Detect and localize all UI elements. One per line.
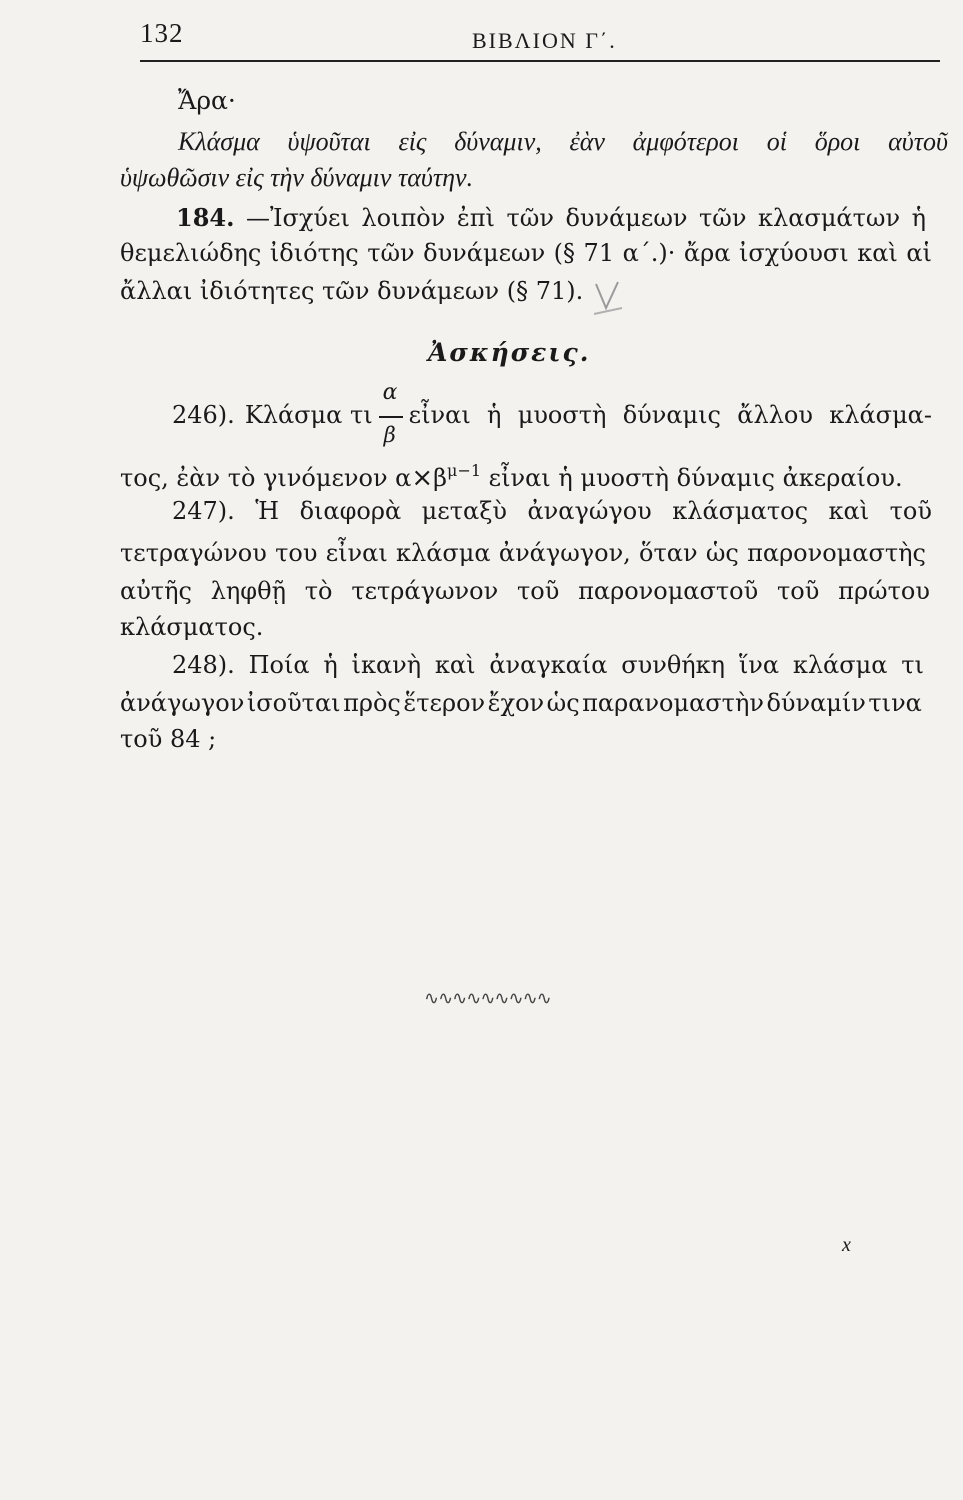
word: τὸ bbox=[304, 577, 333, 605]
word: ἄλλου bbox=[737, 401, 813, 429]
word: ἀνάγωγον, bbox=[498, 539, 631, 567]
word: ὅροι bbox=[814, 127, 861, 156]
word: κλάσμα- bbox=[829, 401, 932, 429]
word: οἱ bbox=[766, 127, 787, 156]
word: ἀναγώγου bbox=[527, 497, 652, 525]
word: αὐτῆς bbox=[120, 577, 192, 605]
word: 71 bbox=[583, 239, 615, 267]
word: ἀμφότεροι bbox=[632, 127, 739, 156]
word: τοῦ bbox=[889, 497, 932, 525]
word: ἀνάγωγον bbox=[120, 689, 245, 717]
word: τινα bbox=[868, 689, 922, 717]
word: κλάσμα bbox=[396, 539, 491, 567]
word: Ἡ bbox=[255, 497, 280, 525]
exercises-heading: Ἀσκήσεις. bbox=[428, 338, 591, 367]
word: ἄρα bbox=[683, 239, 731, 267]
word: κλάσμα bbox=[792, 651, 888, 679]
word: ἡ bbox=[323, 651, 338, 679]
exercise-247-line-2 bbox=[120, 538, 926, 568]
word: ἕτερον bbox=[403, 689, 486, 717]
section-number: 184. bbox=[176, 203, 235, 232]
word: μεταξὺ bbox=[421, 497, 507, 525]
exercise-248-line-1 bbox=[172, 650, 924, 680]
page-header bbox=[140, 14, 940, 62]
word: ἔχον bbox=[487, 689, 545, 717]
word: μυοστὴ bbox=[517, 401, 607, 429]
word: πρὸς bbox=[343, 689, 401, 717]
fraction-alpha-beta: $\frac{\alpha}{\beta}$ bbox=[379, 400, 403, 430]
word: δύναμίν bbox=[766, 689, 866, 717]
word: καὶ bbox=[434, 651, 476, 679]
word: αὐτοῦ bbox=[888, 127, 948, 156]
section-184-line-1: 184. —Ἰσχύει λοιπὸν ἐπὶ τῶν δυνάμεων τῶν κλασμάτων ἡ bbox=[176, 203, 926, 232]
exercise-number: 246). bbox=[172, 401, 235, 429]
exercise-248-line-3: τοῦ 84 ; bbox=[120, 725, 217, 753]
word: ἡ bbox=[487, 401, 502, 429]
exercise-248-line-2 bbox=[120, 688, 922, 718]
theorem-line-1 bbox=[178, 127, 948, 157]
word: παρονομαστοῦ bbox=[578, 577, 759, 605]
word: (§ bbox=[553, 239, 576, 267]
word: του bbox=[275, 539, 318, 567]
word: ὑψοῦται bbox=[287, 127, 371, 156]
word: ὅταν bbox=[639, 539, 698, 567]
word: ἰσοῦται bbox=[246, 689, 341, 717]
word: τοῦ bbox=[516, 577, 560, 605]
word: παρονομαστὴς bbox=[747, 539, 926, 567]
exercise-247-line-4: κλάσματος. bbox=[120, 613, 264, 641]
word: πρώτου bbox=[838, 577, 930, 605]
section-184-line-3: ἄλλαι ἰδιότητες τῶν δυνάμεων (§ 71). bbox=[120, 277, 584, 305]
section-184-line-2 bbox=[120, 238, 932, 268]
exercise-247-line-1 bbox=[172, 496, 932, 526]
page-number: 132 bbox=[140, 18, 184, 48]
word: ἱκανὴ bbox=[351, 651, 422, 679]
word: εἶναι bbox=[408, 401, 471, 429]
word: τετραγώνου bbox=[120, 539, 267, 567]
word: Ποία bbox=[248, 651, 310, 679]
pencil-mark-icon bbox=[592, 278, 628, 318]
word: εἶναι bbox=[325, 539, 388, 567]
multiplication-sign: × bbox=[411, 463, 434, 493]
word: καὶ bbox=[857, 239, 898, 267]
word: ἐὰν bbox=[569, 127, 605, 156]
word: ἰσχύουσι bbox=[738, 239, 849, 267]
word: συνθήκη bbox=[621, 651, 726, 679]
word: 248). bbox=[172, 651, 235, 679]
exercise-246-line-1: 246). Κλάσμα τι $\frac{\alpha}{\beta}$ εἶναι ἡ μυοστὴ δύναμις ἄλλου κλάσμα- bbox=[172, 380, 932, 447]
word: α΄.)· bbox=[622, 239, 676, 267]
word: ἵνα bbox=[738, 651, 780, 679]
word: ληφθῇ bbox=[210, 577, 286, 605]
word: δύναμις bbox=[622, 401, 721, 429]
word: ὡς bbox=[546, 689, 580, 717]
word: παρανομαστὴν bbox=[582, 689, 764, 717]
running-title: ΒΙΒΛΙΟΝ Γ΄. bbox=[472, 28, 617, 53]
exercise-246-line-2: τος, ἐὰν τὸ γινόμενον $\alpha\times\beta^{\mu-1}$ εἶναι ἡ μυοστὴ δύναμις ἀκεραίου. bbox=[120, 461, 903, 493]
word: τῶν bbox=[367, 239, 415, 267]
word: τοῦ bbox=[777, 577, 820, 605]
word: Κλάσμα bbox=[178, 127, 260, 156]
margin-mark: x bbox=[842, 1234, 851, 1256]
word: διαφορὰ bbox=[299, 497, 402, 525]
word: δυνάμεων bbox=[423, 239, 546, 267]
theorem-line-2: ὑψωθῶσιν εἰς τὴν δύναμιν ταύτην. bbox=[120, 163, 474, 192]
word: κλάσματος bbox=[672, 497, 809, 525]
word: καὶ bbox=[828, 497, 870, 525]
word: τι bbox=[901, 651, 924, 679]
word: εἰς bbox=[398, 127, 427, 156]
word: ἀναγκαία bbox=[489, 651, 608, 679]
word: δύναμιν, bbox=[454, 127, 542, 156]
word: ἰδιότης bbox=[269, 239, 359, 267]
word: τετράγωνον bbox=[351, 577, 499, 605]
conclusion-ara: Ἄρα· bbox=[178, 86, 236, 115]
word: αἱ bbox=[906, 239, 932, 267]
exercise-247-line-3 bbox=[120, 576, 930, 606]
word: θεμελιώδης bbox=[120, 239, 262, 267]
ornament-divider: ∿∿∿∿∿∿∿∿∿ bbox=[424, 988, 551, 1009]
word: ὡς bbox=[705, 539, 739, 567]
word: 247). bbox=[172, 497, 235, 525]
